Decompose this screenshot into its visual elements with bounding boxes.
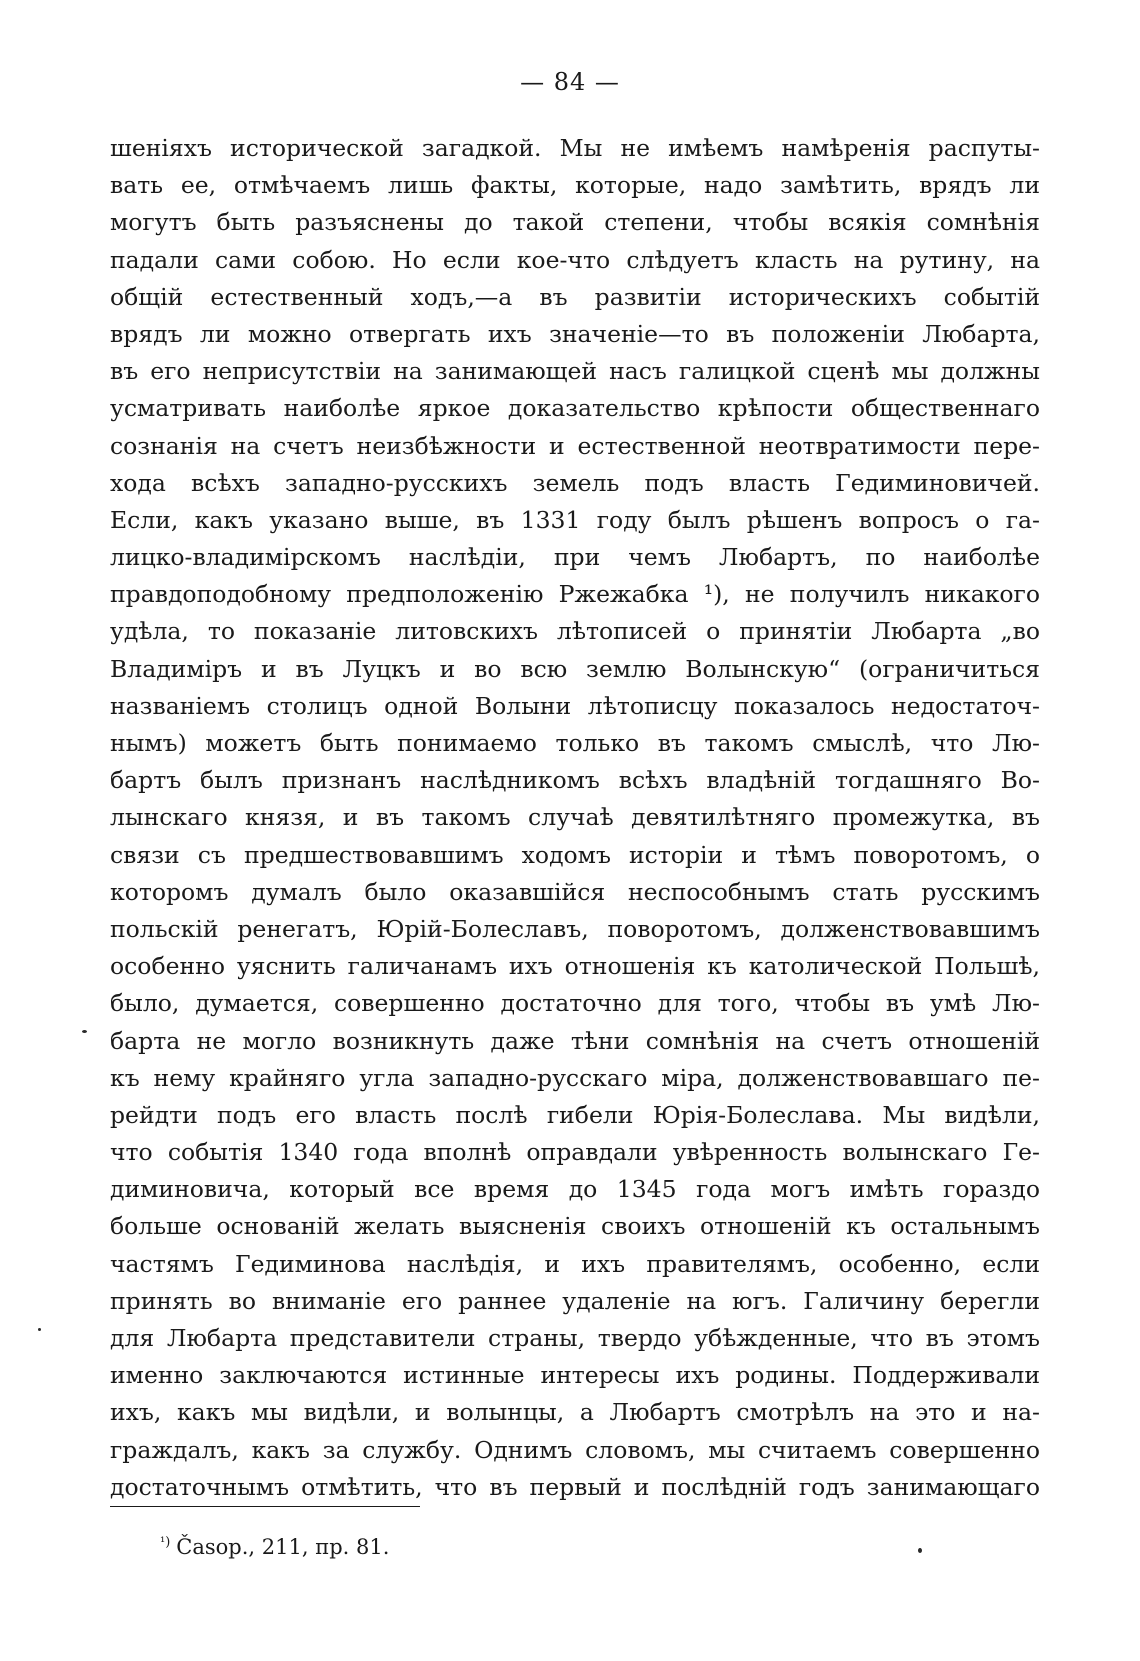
text-line: достаточнымъ отмѣтить, что въ первый и послѣдній годъ занимающаго: [110, 1472, 1040, 1501]
footnote-marker: ¹): [160, 1535, 171, 1550]
footnote: [160, 1528, 389, 1562]
text-line: нымъ) можетъ быть понимаемо только въ такомъ смыслѣ, что Лю-: [110, 729, 1040, 757]
text-line: въ его неприсутствіи на занимающей насъ галицкой сценѣ мы должны: [110, 357, 1040, 386]
text-line: для Любарта представители страны, твердо убѣжденные, что въ этомъ: [110, 1324, 1040, 1352]
text-line: общій естественный ходъ,—а въ развитіи историческихъ событій: [110, 282, 1040, 311]
text-line: названіемъ столицъ одной Волыни лѣтописцу показалось недостаточ-: [110, 691, 1040, 720]
text-line: граждалъ, какъ за службу. Однимъ словомъ, мы считаемъ совершенно: [110, 1435, 1040, 1464]
text-line: Владиміръ и въ Луцкъ и во всю землю Волынскую“ (ограничиться: [110, 654, 1040, 683]
text-line: хода всѣхъ западно-русскихъ земель подъ власть Гедиминовичей.: [110, 468, 1040, 497]
print-speck: [82, 1030, 87, 1033]
text-line: барта не могло возникнуть даже тѣни сомнѣнія на счетъ отношеній: [110, 1026, 1040, 1055]
text-line: было, думается, совершенно достаточно для того, чтобы въ умѣ Лю-: [110, 989, 1040, 1018]
text-line: что событія 1340 года вполнѣ оправдали увѣренность волынскаго Ге-: [110, 1138, 1040, 1167]
text-line: польскій ренегатъ, Юрій-Болеславъ, поворотомъ, долженствовавшимъ: [110, 914, 1040, 943]
print-speck: [918, 1548, 922, 1553]
text-line: особенно уяснить галичанамъ ихъ отношенія къ католической Польшѣ,: [110, 952, 1040, 981]
text-line: сознанія на счетъ неизбѣжности и естественной неотвратимости пере-: [110, 431, 1040, 460]
text-line: которомъ думалъ было оказавшійся неспособнымъ стать русскимъ: [110, 877, 1040, 906]
text-line: диминовича, который все время до 1345 года могъ имѣть гораздо: [110, 1175, 1040, 1204]
print-speck: [38, 1328, 41, 1331]
text-line: связи съ предшествовавшимъ ходомъ исторіи и тѣмъ поворотомъ, о: [110, 840, 1040, 869]
text-line: Если, какъ указано выше, въ 1331 году былъ рѣшенъ вопросъ о га-: [110, 505, 1040, 534]
text-line: шеніяхъ исторической загадкой. Мы не имѣемъ намѣренія распуты-: [110, 134, 1040, 162]
text-line: лынскаго князя, и въ такомъ случаѣ девятилѣтняго промежутка, въ: [110, 803, 1040, 832]
body-text: [110, 130, 1040, 1506]
text-line: рейдти подъ его власть послѣ гибели Юрія-Болеслава. Мы видѣли,: [110, 1100, 1040, 1129]
text-line: лицко-владимірскомъ наслѣдіи, при чемъ Любартъ, по наиболѣе: [110, 543, 1040, 572]
text-line: ихъ, какъ мы видѣли, и волынцы, а Любартъ смотрѣлъ на это и на-: [110, 1398, 1040, 1427]
text-line: къ нему крайняго угла западно-русскаго міра, долженствовавшаго пе-: [110, 1063, 1040, 1092]
text-line: правдоподобному предположенію Ржежабка ¹), не получилъ никакого: [110, 580, 1040, 609]
text-line: вать ее, отмѣчаемъ лишь факты, которые, надо замѣтить, врядъ ли: [110, 171, 1040, 200]
text-line: удѣла, то показаніе литовскихъ лѣтописей о принятіи Любарта „во: [110, 617, 1040, 646]
text-line: принять во вниманіе его раннее удаленіе на югъ. Галичину берегли: [110, 1286, 1040, 1315]
text-line: частямъ Гедиминова наслѣдія, и ихъ правителямъ, особенно, если: [110, 1249, 1040, 1278]
text-line: могутъ быть разъяснены до такой степени, чтобы всякія сомнѣнія: [110, 208, 1040, 237]
page-number: — 84 —: [520, 68, 620, 96]
text-line: больше основаній желать выясненія своихъ отношеній къ остальнымъ: [110, 1212, 1040, 1241]
text-line: усматривать наиболѣе яркое доказательство крѣпости общественнаго: [110, 394, 1040, 423]
text-line: бартъ былъ признанъ наслѣдникомъ всѣхъ владѣній тогдашняго Во-: [110, 766, 1040, 795]
text-line: падали сами собою. Но если кое-что слѣдуетъ класть на рутину, на: [110, 245, 1040, 274]
text-line: именно заключаются истинные интересы ихъ родины. Поддерживали: [110, 1361, 1040, 1390]
footnote-divider: [110, 1506, 420, 1507]
footnote-text: Časop., 211, пр. 81.: [176, 1535, 390, 1559]
text-line: врядъ ли можно отвергать ихъ значеніе—то въ положеніи Любарта,: [110, 319, 1040, 348]
